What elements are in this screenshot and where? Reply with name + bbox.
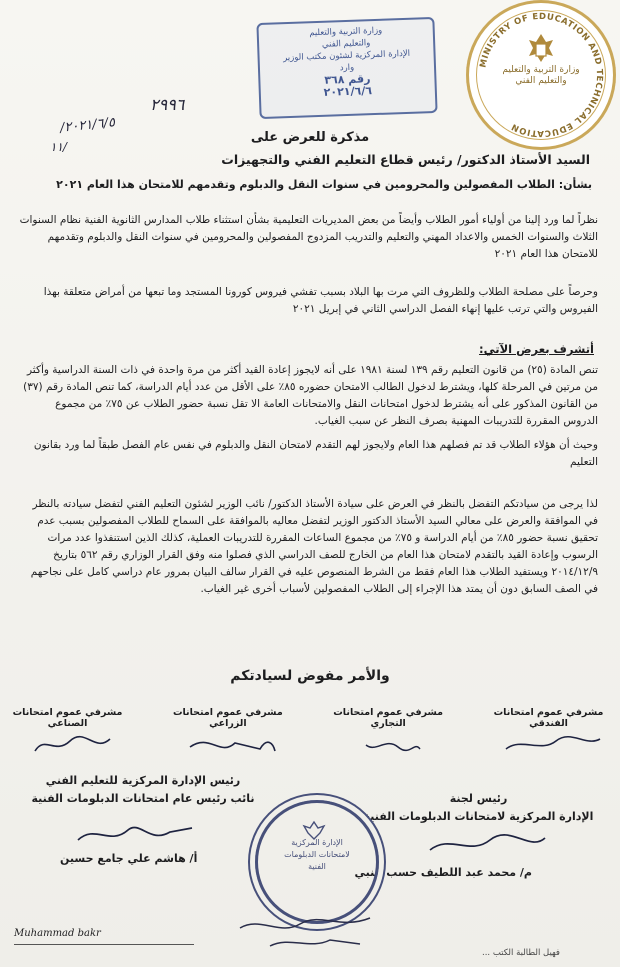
handwritten-date: /٢٠٢١/٦/٥ [59,115,116,136]
supervisors-signature-row [10,707,606,757]
signatory-right-name: م/ محمد عبد اللطيف حسب النبي [354,866,532,879]
memo-subject: بشأن: الطلاب المفصولين والمحرومين في سنوات النقل والدبلوم وتقدمهم للامتحان هذا العام ٢٠٢١ [56,178,592,191]
memo-paragraph-3: تنص المادة (٢٥) من قانون التعليم رقم ١٣٩ لسنة ١٩٨١ على أنه لايجوز إعادة القيد أكثر من مرة واحدة في ذات السنة الدراسية وأكثر من مرتين في المرحلة كلها، ويشترط لدخول الطالب الامتحان حضوره ٨٥٪ على الأقل من عدد أيام الدراسة، كما تنص المادة رقم (٣٧) من القانون المذكور على أنه يشترط لدخول امتحانات النقل والامتحانات العامة الا تقل نسبة حضور الطلاب عن ٧٥٪ من مجموع الدروس المقررة للتدريبات المهنية بصرف النظر عن سبب الغياب. [23,364,598,427]
memo-title: مذكرة للعرض على [250,130,370,145]
signatory-right-line-1: رئيس لجنة [449,792,508,805]
stamp-date: ٢٠٢١/٦/٦ [323,84,373,99]
request-heading: أتشرف بعرض الآتي: [479,342,594,356]
handwritten-number: ٢٩٩٦ [150,95,185,114]
stamp-line-3: الإدارة المركزية لشئون مكتب الوزير [282,48,411,64]
memo-paragraph-1: نظراً لما ورد إلينا من أولياء أمور الطلاب وأيضاً من بعض المديريات التعليمية بشأن استثناء طلاب المدارس الثانوية الفنية نظام السنوات الثلاث والسنوات الخمس والاعداد المهني والتعليم والتدريب المزدوج المفصولين والمحرومين في سنوات النقل والدبلوم وتقدمهم للامتحان هذا العام ٢٠٢١ [19,214,598,260]
logo-ring-text: MINISTRY OF EDUCATION AND TECHNICAL EDUCATION [478,11,605,139]
signature-scribble-icon [496,733,606,757]
footer-cut-text: فهيل الطالبة الكتب ... [482,948,560,958]
signature-scribble-icon [15,733,125,757]
incoming-stamp [256,17,437,119]
signature-scribble-icon [70,818,200,850]
ministry-logo [466,0,616,150]
signature-agricultural [170,707,285,757]
seal-text: الإدارة المركزية لامتحانات الدبلومات الفنية [284,838,350,871]
signature-title: مشرفي عموم امتحانات الصناعي [12,707,123,729]
signature-scribble-icon [175,733,285,757]
memo-addressee: السيد الأستاذ الدكتور/ رئيس قطاع التعليم الفني والتجهيزات [221,152,590,167]
signature-title: مشرفي عموم امتحانات الفندقي [493,707,604,729]
signature-commercial [331,707,446,757]
signatory-left-name: أ/ هاشم علي جامع حسين [60,852,198,865]
signatory-right-line-2: الإدارة المركزية لامتحانات الدبلومات الفنية [363,810,594,823]
handwritten-note-icon [230,910,390,954]
signature-scribble-icon [420,830,550,860]
stamp-number: رقم ٣٦٨ [324,72,371,87]
memo-paragraph-2: وحرصاً على مصلحة الطلاب وللظروف التي مرت بها البلاد بسبب تفشي فيروس كورونا المستجد وما تبعها من أمراض متعلقة بهذا الفيروس والتي ترتب عليها إنهاء الفصل الدراسي الثاني في إبريل ٢٠٢١ [43,286,598,315]
signatory-central-admin-head [8,772,278,808]
logo-arabic-text: وزارة التربية والتعليم والتعليم الفني [502,65,580,86]
signature-industrial [10,707,125,757]
signatory-committee-head [351,790,606,826]
signature-title: مشرفي عموم امتحانات التجاري [333,707,444,729]
signatory-left-line-2: نائب رئيس عام امتحانات الدبلومات الفنية [31,792,255,805]
official-seal [255,800,379,924]
stamp-line-4: وارد [339,62,355,74]
footer-divider [14,944,194,945]
signature-hotel [491,707,606,757]
signature-title: مشرفي عموم امتحانات الزراعي [172,707,283,729]
closing-line: والأمر مفوض لسيادتكم [230,668,390,684]
memo-paragraph-4: وحيث أن هؤلاء الطلاب قد تم فصلهم هذا العام ولايجوز لهم التقدم لامتحان النقل والدبلوم في نفس عام الفصل طبقاً لما ورد بقانون التعليم [33,439,598,468]
signature-scribble-icon [336,733,446,757]
handwritten-ref: ١١/ [50,140,67,154]
footer-credit: Muhammad bakr [14,928,101,939]
stamp-line-2: والتعليم الفني [321,38,371,50]
signatory-left-line-1: رئيس الإدارة المركزية للتعليم الفني [45,774,241,787]
memo-paragraph-5: لذا يرجى من سيادتكم التفضل بالنظر في العرض على سيادة الأستاذ الدكتور/ نائب الوزير لشئون التعليم الفني لتفضل سيادته بالنظر في الموافقة والعرض على معالي السيد الأستاذ الدكتور الوزير لتفضل معاليه بالموافقة على السماح للطلاب المفصولين بسبب عدم تحقيق نسبة حضور ٨٥٪ من أيام الدراسة و ٧٥٪ من مجموع الساعات المقررة للتدريبات العملية، كذلك الذين استنفذوا عدد مرات الرسوب وإعادة القيد بالتقدم لامتحان هذا العام من الخارج للصف الدراسي الذي فصلوا منه وفق القرار الوزاري رقم ٥٦٢ بتاريخ ٢٠١٤/١٢/٩ ويستفيد الطلاب هذا العام فقط من الشرط المنصوص عليه في القرار سالف البيان بمرور عام دراسي كامل على نجاحهم في الصف السابق دون أن يمتد هذا الإجراء إلى الطلاب المفصولين لأسباب أخرى غير الغياب. [30,498,598,595]
stamp-line-1: وزارة التربية والتعليم [309,25,383,39]
